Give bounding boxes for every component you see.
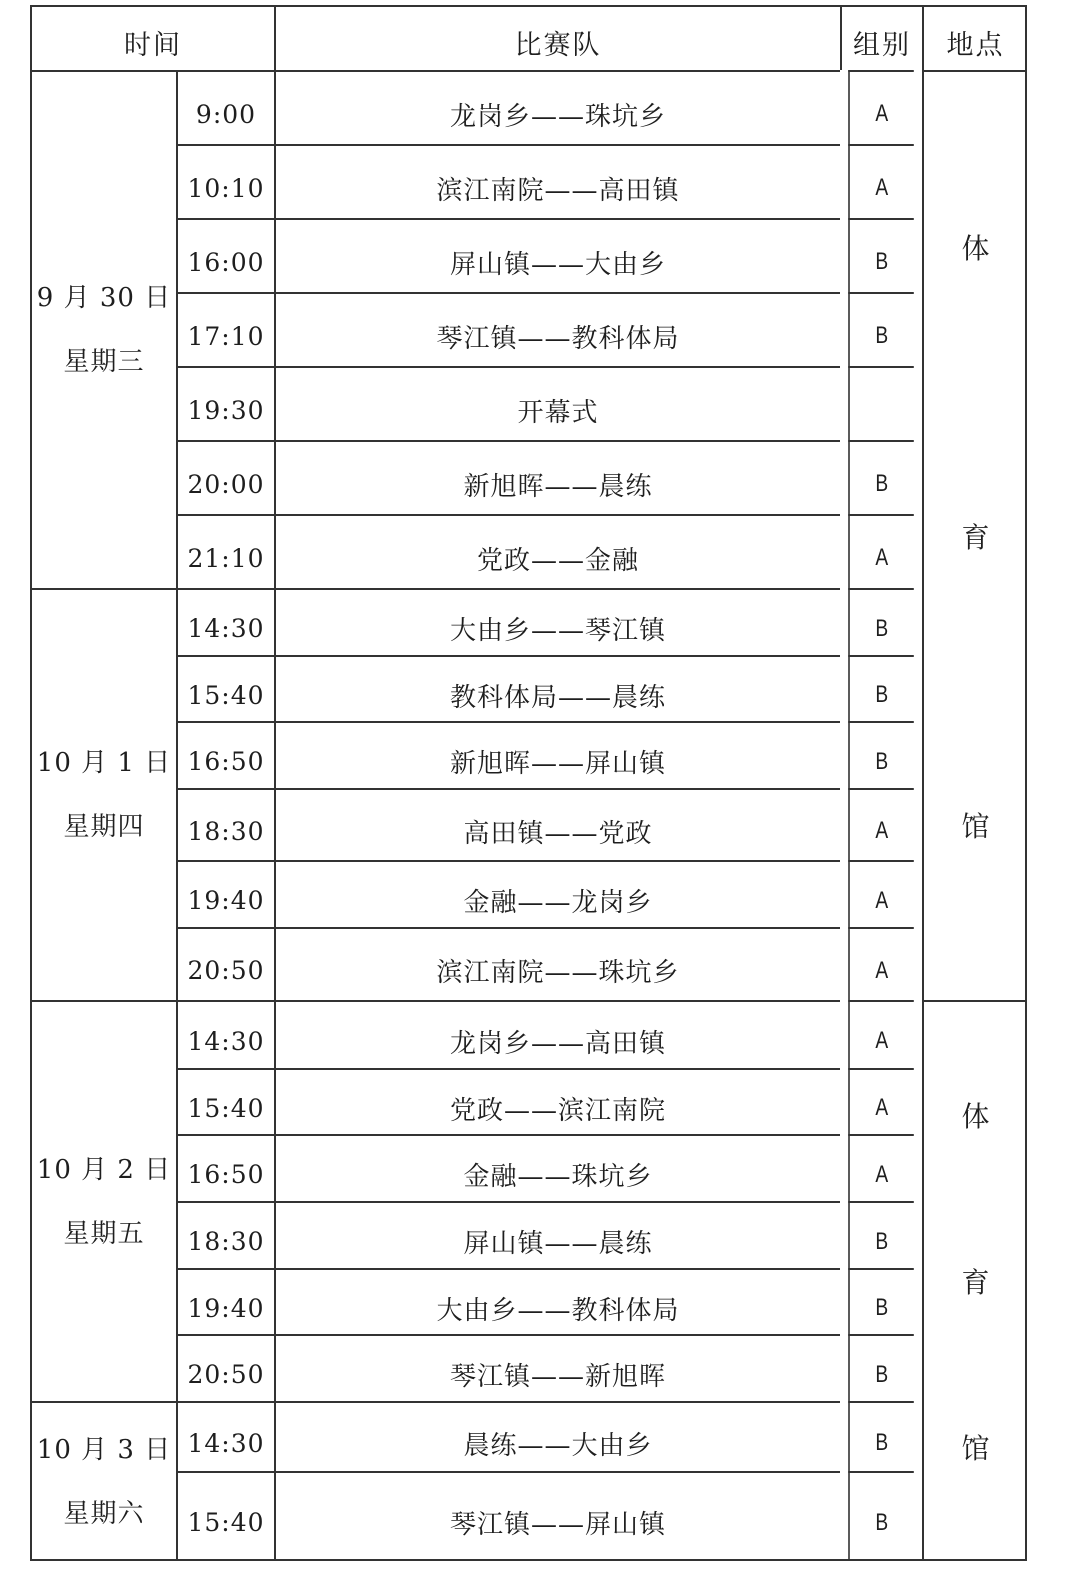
match-time: 16:50 <box>176 1134 274 1201</box>
match-time: 18:30 <box>176 1201 274 1268</box>
match-time: 15:40 <box>176 655 274 721</box>
match-group: B <box>848 292 914 366</box>
match-group <box>848 366 914 440</box>
match-time: 15:40 <box>176 1068 274 1134</box>
match-teams: 高田镇——党政 <box>274 788 840 860</box>
match-group: B <box>848 440 914 514</box>
match-time: 15:40 <box>176 1471 274 1560</box>
match-time: 17:10 <box>176 292 274 366</box>
match-teams: 屏山镇——大由乡 <box>274 218 840 292</box>
match-teams: 大由乡——琴江镇 <box>274 588 840 655</box>
match-group: A <box>848 514 914 588</box>
match-group: B <box>848 1401 914 1471</box>
match-teams: 琴江镇——新旭晖 <box>274 1334 840 1401</box>
match-group: A <box>848 1000 914 1068</box>
match-group: B <box>848 1334 914 1401</box>
venue-cell <box>922 70 1027 1000</box>
date-label: 9 月 30 日 <box>36 283 172 313</box>
header-venue: 地点 <box>922 5 1027 70</box>
weekday-label: 星期六 <box>63 1498 145 1529</box>
header-teams: 比赛队 <box>274 5 840 70</box>
match-teams: 滨江南院——珠坑乡 <box>274 927 840 1000</box>
match-time: 9:00 <box>176 70 274 144</box>
match-teams: 龙岗乡——高田镇 <box>274 1000 840 1068</box>
match-teams: 新旭晖——屏山镇 <box>274 721 840 788</box>
match-time: 14:30 <box>176 588 274 655</box>
match-time: 10:10 <box>176 144 274 218</box>
header-time: 时间 <box>30 5 274 70</box>
venue-char: 育 <box>961 520 990 554</box>
venue-char: 体 <box>961 231 990 265</box>
match-group: B <box>848 218 914 292</box>
match-time: 14:30 <box>176 1401 274 1471</box>
match-teams: 金融——龙岗乡 <box>274 860 840 927</box>
match-time: 20:50 <box>176 927 274 1000</box>
header-group: 组别 <box>840 5 922 70</box>
match-time: 19:40 <box>176 860 274 927</box>
match-group: B <box>848 655 914 721</box>
match-teams: 新旭晖——晨练 <box>274 440 840 514</box>
venue-char: 馆 <box>961 810 990 844</box>
date-cell <box>30 1401 176 1560</box>
match-time: 21:10 <box>176 514 274 588</box>
match-group: A <box>848 70 914 144</box>
match-group: B <box>848 1268 914 1334</box>
match-teams: 开幕式 <box>274 366 840 440</box>
venue-char: 育 <box>961 1266 990 1299</box>
match-teams: 屏山镇——晨练 <box>274 1201 840 1268</box>
match-time: 18:30 <box>176 788 274 860</box>
date-cell <box>30 588 176 1000</box>
match-group: A <box>848 1068 914 1134</box>
venue-cell <box>922 1000 1027 1560</box>
match-group: A <box>848 1134 914 1201</box>
match-time: 20:50 <box>176 1334 274 1401</box>
match-time: 20:00 <box>176 440 274 514</box>
match-teams: 龙岗乡——珠坑乡 <box>274 70 840 144</box>
match-teams: 大由乡——教科体局 <box>274 1268 840 1334</box>
match-group: A <box>848 927 914 1000</box>
match-time: 14:30 <box>176 1000 274 1068</box>
match-group: B <box>848 588 914 655</box>
match-time: 19:30 <box>176 366 274 440</box>
venue-char: 馆 <box>961 1432 990 1465</box>
match-teams: 教科体局——晨练 <box>274 655 840 721</box>
date-label: 10 月 1 日 <box>36 748 172 778</box>
weekday-label: 星期四 <box>63 812 145 842</box>
match-teams: 琴江镇——屏山镇 <box>274 1471 840 1560</box>
weekday-label: 星期三 <box>63 347 145 377</box>
venue-char: 体 <box>961 1100 990 1133</box>
date-cell <box>30 70 176 588</box>
weekday-label: 星期五 <box>63 1218 145 1249</box>
match-time: 16:00 <box>176 218 274 292</box>
match-teams: 晨练——大由乡 <box>274 1401 840 1471</box>
date-label: 10 月 2 日 <box>36 1154 172 1185</box>
match-time: 16:50 <box>176 721 274 788</box>
match-group: B <box>848 1471 914 1560</box>
match-time: 19:40 <box>176 1268 274 1334</box>
match-group: A <box>848 144 914 218</box>
match-teams: 琴江镇——教科体局 <box>274 292 840 366</box>
match-teams: 党政——滨江南院 <box>274 1068 840 1134</box>
date-label: 10 月 3 日 <box>36 1434 172 1465</box>
match-group: A <box>848 788 914 860</box>
match-group: B <box>848 721 914 788</box>
match-teams: 滨江南院——高田镇 <box>274 144 840 218</box>
match-group: A <box>848 860 914 927</box>
match-teams: 金融——珠坑乡 <box>274 1134 840 1201</box>
date-cell <box>30 1000 176 1401</box>
match-teams: 党政——金融 <box>274 514 840 588</box>
match-group: B <box>848 1201 914 1268</box>
